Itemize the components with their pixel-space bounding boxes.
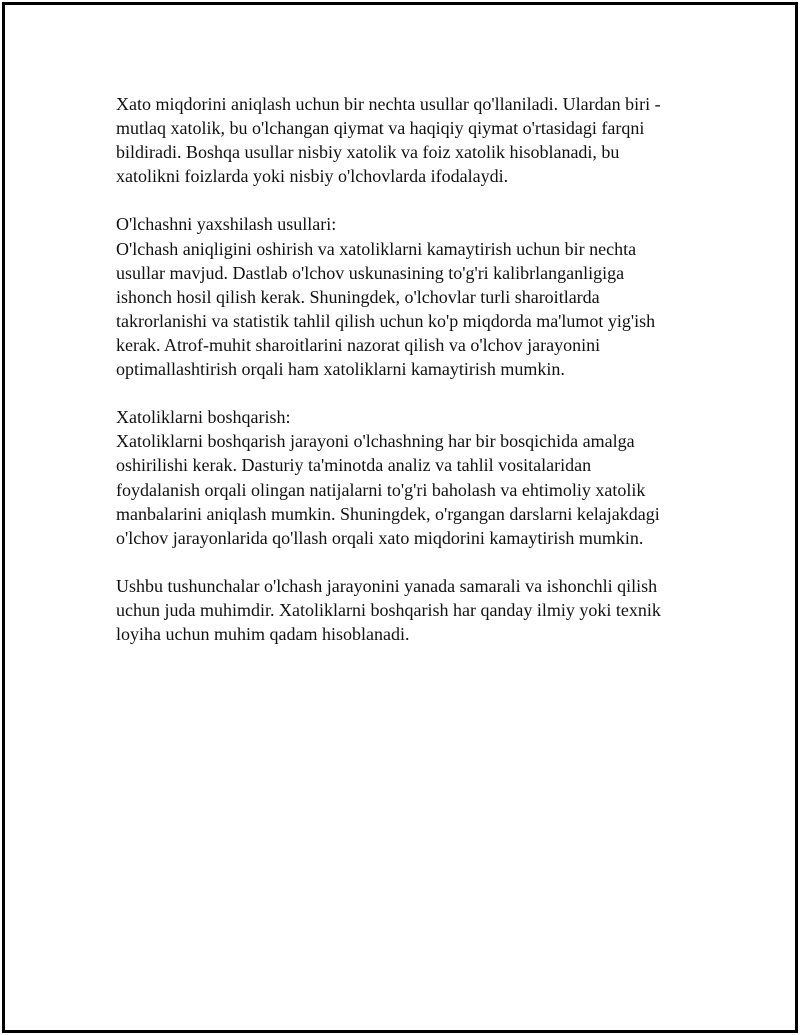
conclusion-paragraph: Ushbu tushunchalar o'lchash jarayonini yanada samarali va ishonchli qilish uchun juda muhimdir. Xatoliklarni boshqarish har qanday ilmiy yoki texnik loyiha uchun muhim qadam hisoblanadi. xyxy=(116,575,661,645)
paragraph-spacer xyxy=(116,550,691,574)
paragraph-spacer xyxy=(116,188,691,212)
section-errors-body: Xatoliklarni boshqarish jarayoni o'lchashning har bir bosqichida amalga oshirilishi kerak. Dasturiy ta'minotda analiz va tahlil vositalaridan foydalanish orqali olingan natijalarni to'g'ri baholash va ehtimoliy xatolik manbalarini aniqlash mumkin. Shuningdek, o'rgangan darslarni kelajakdagi o'lchov jarayonlarida qo'llash orqali xato miqdorini kamaytirish mumkin. xyxy=(116,431,660,548)
document-body xyxy=(116,92,691,646)
intro-paragraph: Xato miqdorini aniqlash uchun bir nechta usullar qo'llaniladi. Ulardan biri - mutlaq xatolik, bu o'lchangan qiymat va haqiqiy qiymat o'rtasidagi farqni bildiradi. Boshqa usullar nisbiy xatolik va foiz xatolik hisoblanadi, bu xatolikni foizlarda yoki nisbiy o'lchovlarda ifodalaydi. xyxy=(116,94,661,187)
paragraph-spacer xyxy=(116,381,691,405)
section-improve-heading: O'lchashni yaxshilash usullari: xyxy=(116,214,337,235)
section-errors-heading: Xatoliklarni boshqarish: xyxy=(116,407,291,428)
section-improve-body: O'lchash aniqligini oshirish va xatoliklarni kamaytirish uchun bir nechta usullar mavjud. Dastlab o'lchov uskunasining to'g'ri kalibrlanganligiga ishonch hosil qilish kerak. Shuningdek, o'lchovlar turli sharoitlarda takrorlanishi va statistik tahlil qilish uchun ko'p miqdorda ma'lumot yig'ish kerak. Atrof-muhit sharoitlarini nazorat qilish va o'lchov jarayonini optimallashtirish orqali ham xatoliklarni kamaytirish mumkin. xyxy=(116,238,656,380)
